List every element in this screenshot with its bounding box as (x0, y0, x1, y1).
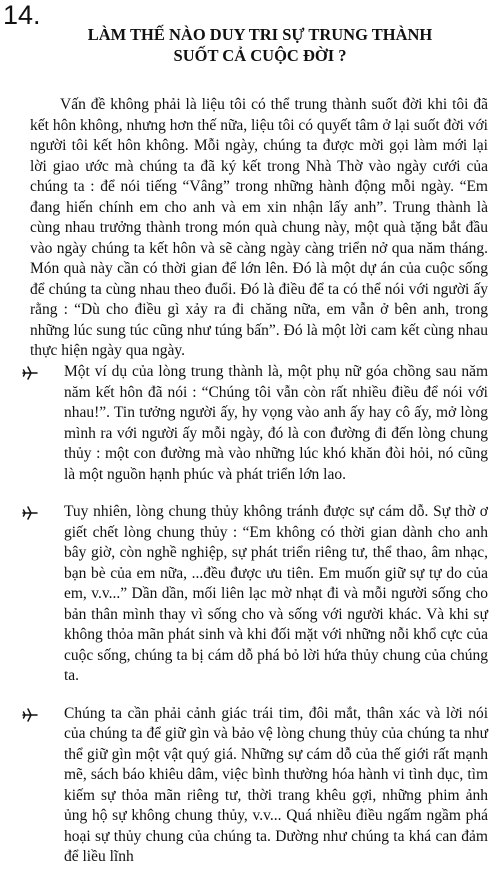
airplane-icon (22, 707, 38, 723)
bullet-item (22, 362, 488, 485)
bullet-text: Chúng ta cần phải cảnh giác trái tim, đôi mắt, thân xác và lời nói của chúng ta để giữ gìn và bảo vệ lòng chung thủy của chúng ta như thể giữ gìn một vật quý giá. Những sự cám dỗ của thế giới rất mạnh mẽ, sách báo khiêu dâm, việc bình thường hóa hành vi tình dục, tìm kiếm sự thỏa mãn riêng tư, thời trang khêu gợi, những phim ảnh ủng hộ sự không chung thủy, v.v... Quá nhiều điều ngấm ngầm phá hoại sự thủy chung của chúng ta. Dường như chúng ta khá can đảm để liều lĩnh (64, 704, 488, 865)
title-line-1: LÀM THẾ NÀO DUY TRI SỰ TRUNG THÀNH (87, 25, 433, 44)
bullet-item (22, 704, 488, 868)
airplane-icon (22, 505, 38, 521)
bullet-text: Một ví dụ của lòng trung thành là, một phụ nữ góa chồng sau năm năm kết hôn đã nói : “Chúng tôi vẫn còn rất nhiều điều để nói với nhau!”. Tin tưởng người ấy, hy vọng vào anh ấy hay cô ấy, mở lòng mình ra với người ấy mỗi ngày, đó là con đường đi đến lòng chung thủy : một con đường mà vào những lúc khó khăn đòi hỏi, nó cũng là một nguồn hạnh phúc và phát triển lớn lao. (64, 363, 488, 483)
intro-paragraph: Vấn đề không phải là liệu tôi có thể trung thành suốt đời khi tôi đã kết hôn không, nhưng hơn thế nữa, liệu tôi có quyết tâm ở lại suốt đời với người tôi kết hôn không. Mỗi ngày, chúng ta được mời gọi làm mới lại lời giao ước mà chúng ta đã ký kết trong Nhà Thờ vào ngày cưới của chúng ta : để nói tiếng “Vâng” trong những hành động mỗi ngày. “Em đang hiến chính em cho anh và em xin nhận lấy anh”. Trung thành là cùng nhau trưởng thành trong món quà chung này, một quà tặng bắt đầu vào ngày chúng ta kết hôn và sẽ càng ngày càng triển nở qua năm tháng. Món quà này cần có thời gian để lớn lên. Đó là một dự án của cuộc sống để chúng ta cùng nhau theo đuổi. Đó là điều để ta có thể nói với người ấy rằng : “Dù cho điều gì xảy ra đi chăng nữa, em vẫn ở bên anh, trong những lúc sung túc cũng như túng bấn”. Đó là một lời cam kết cùng nhau thực hiện ngày qua ngày. (30, 96, 488, 359)
chapter-number: 14. (3, 0, 41, 30)
bullet-item (22, 502, 488, 687)
airplane-icon (22, 365, 38, 381)
bullet-list (22, 362, 488, 885)
bullet-text: Tuy nhiên, lòng chung thủy không tránh được sự cám dỗ. Sự thờ ơ giết chết lòng chung thủy : “Em không có thời gian dành cho anh bây giờ, còn nghề nghiệp, sự phát triển riêng tư, thể thao, âm nhạc, bạn bè của em nữa, ...đều được ưu tiên. Em muốn giữ sự tự do của em, v.v...” Dần dần, mối liên lạc mờ nhạt đi và mỗi người sống cho bản thân mình thay vì sống cho và sống với người khác. Và khi sự không thỏa mãn phát sinh và khi đối mặt với những nỗi khổ cực của cuộc sống, chúng ta bị cám dỗ phá bỏ lời hứa thủy chung của chúng ta. (64, 503, 488, 684)
page-title (20, 24, 500, 66)
title-line-2: SUỐT CẢ CUỘC ĐỜI ? (173, 46, 347, 65)
